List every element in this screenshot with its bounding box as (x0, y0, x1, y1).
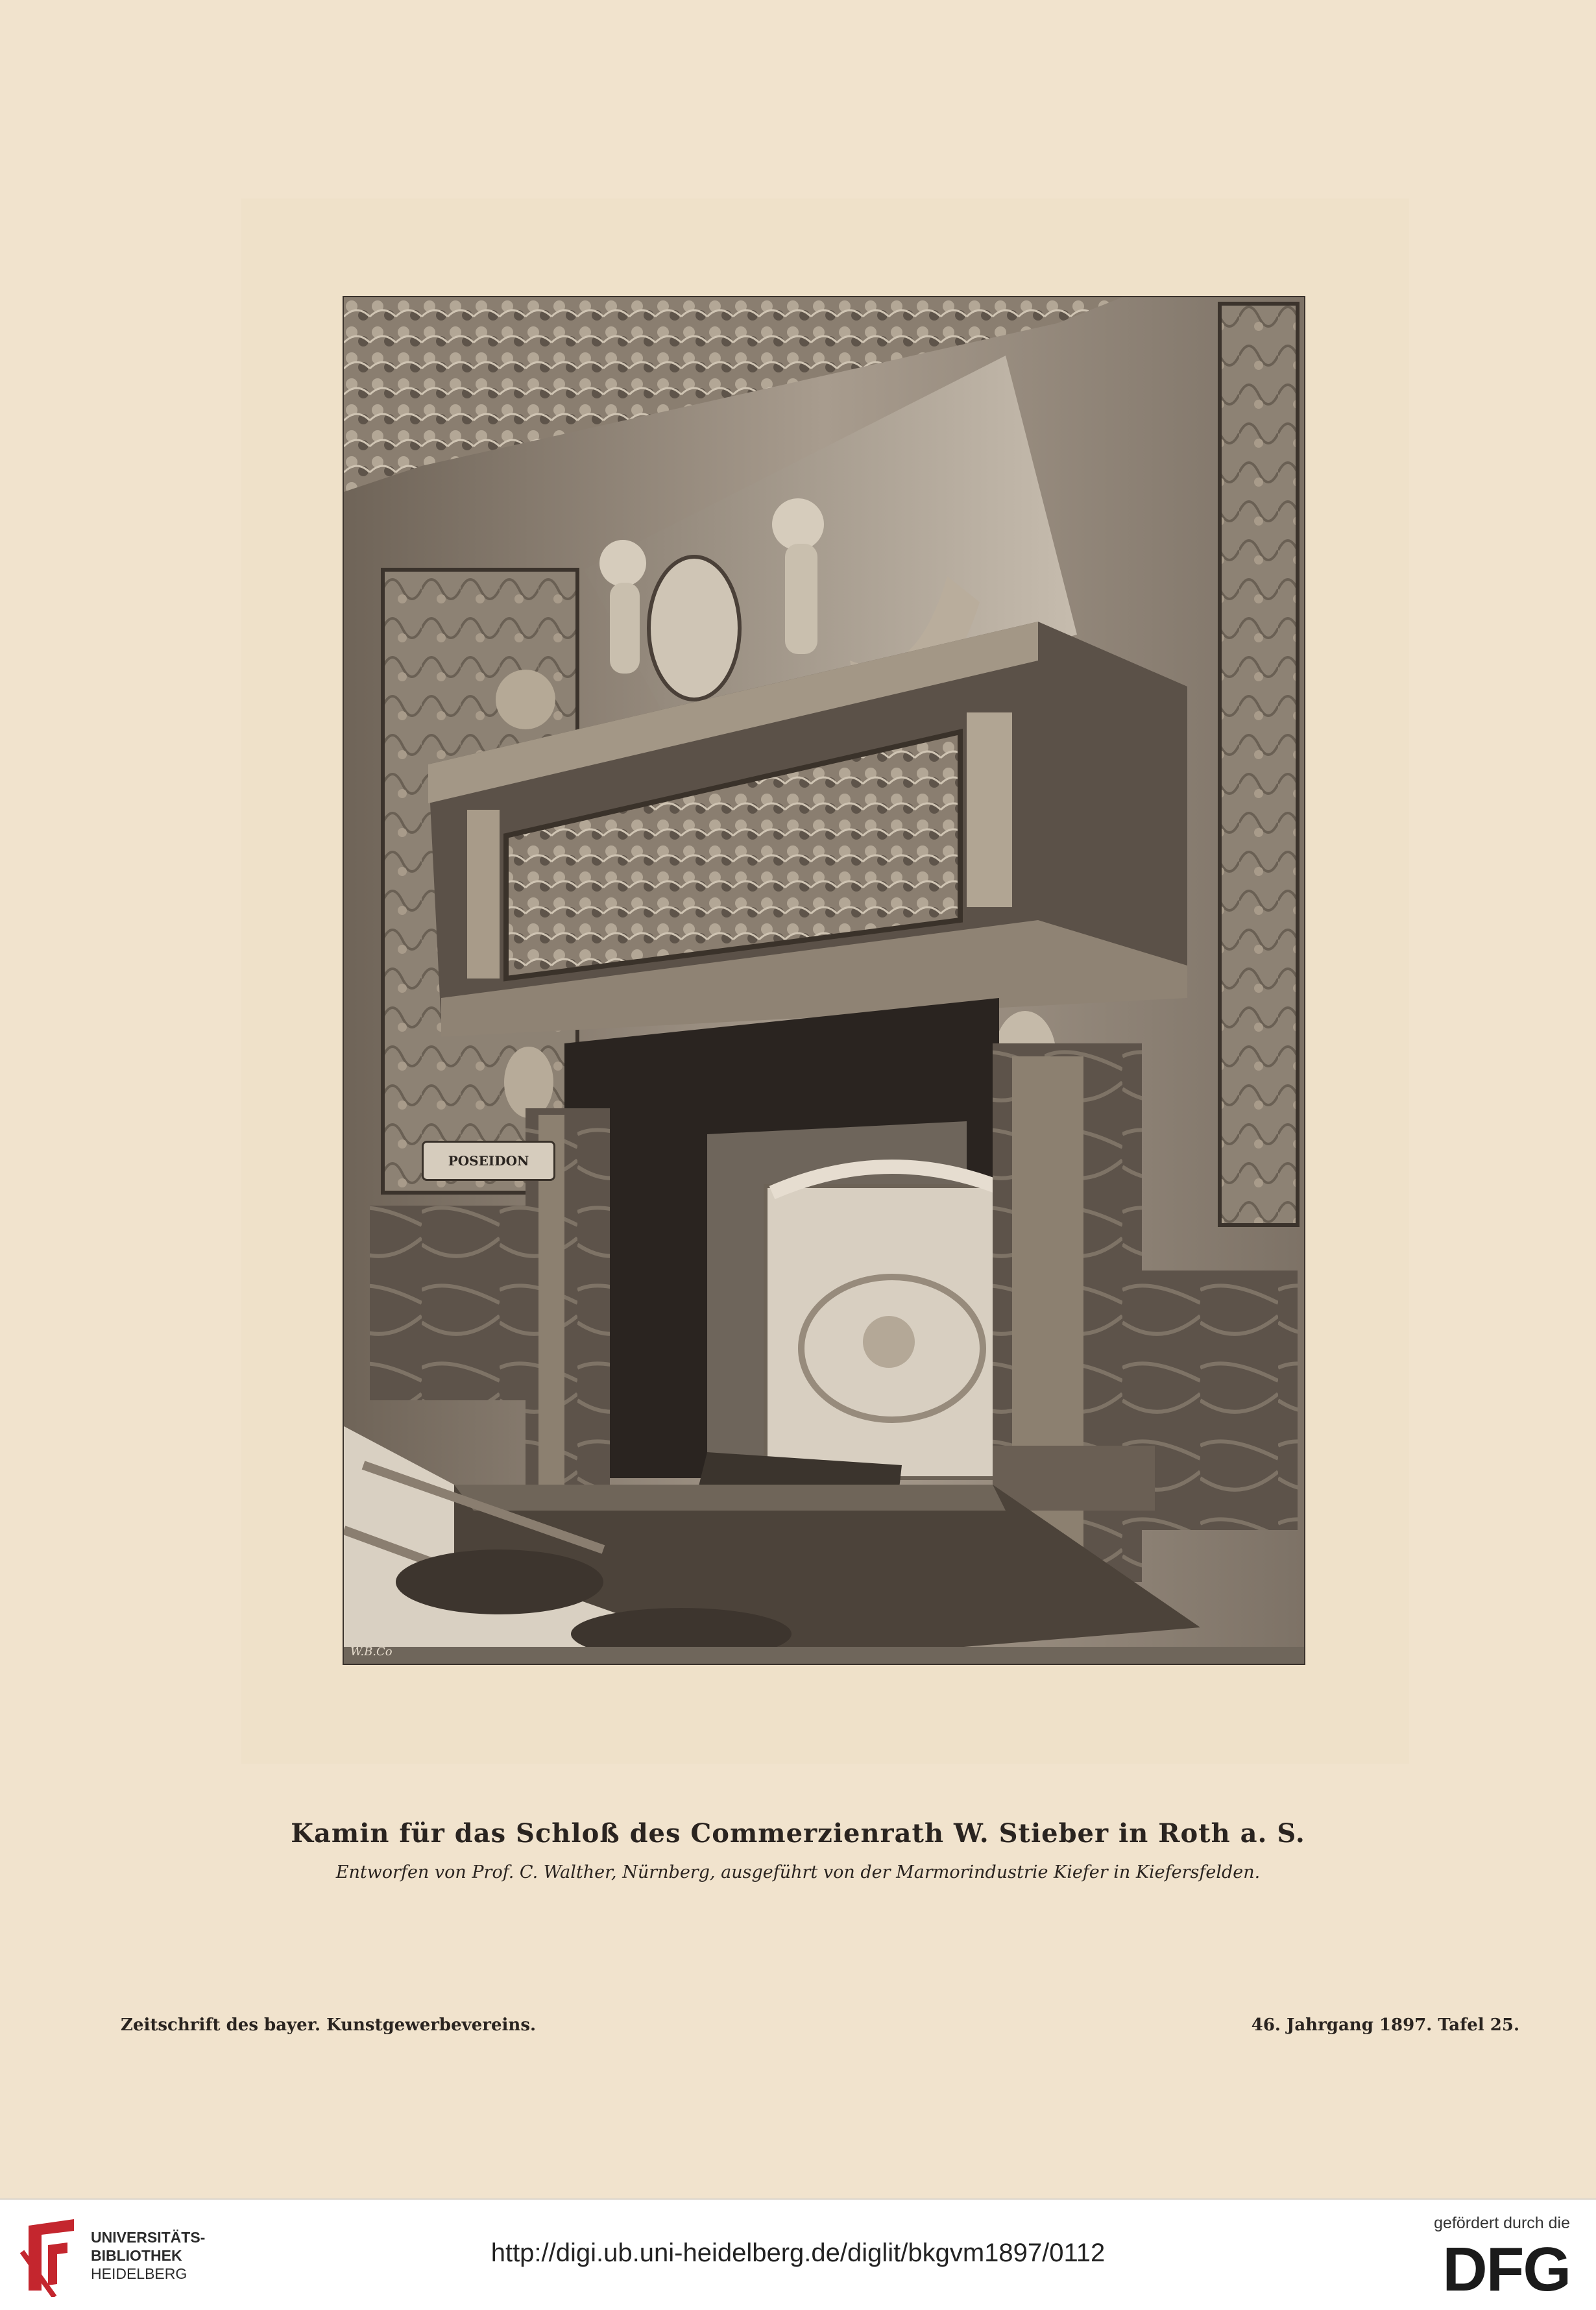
document-url[interactable]: http://digi.ub.uni-heidelberg.de/diglit/bkgvm1897/0112 (490, 2239, 1106, 2267)
library-name-line1: UNIVERSITÄTS- (91, 2229, 206, 2246)
caption-title: Kamin für das Schloß des Commerzienrath W. Stieber in Roth a. S. (291, 1818, 1305, 1849)
right-tapestry (1220, 304, 1298, 1225)
engraver-mark: W.B.Co (350, 1645, 393, 1659)
funding-label: gefördert durch die (1434, 2214, 1570, 2232)
journal-title: Zeitschrift des bayer. Kunstgewerbevereins. (121, 2015, 537, 2035)
viewer-footer-bar (0, 2198, 1596, 2310)
caption-subtitle: Entworfen von Prof. C. Walther, Nürnberg, ausgeführt von der Marmorindustrie Kiefer in Kiefersfelden. (335, 1862, 1261, 1882)
library-name-line3: HEIDELBERG (91, 2265, 187, 2282)
fireplace-photograph (343, 296, 1305, 1665)
issue-info: 46. Jahrgang 1897. Tafel 25. (1251, 2015, 1519, 2035)
dfg-logo[interactable]: DFG (1442, 2235, 1570, 2304)
inscription-plaque: POSEIDON (422, 1141, 555, 1181)
library-name-line2: BIBLIOTHEK (91, 2247, 182, 2264)
fireplace-illustration (344, 297, 1304, 1664)
